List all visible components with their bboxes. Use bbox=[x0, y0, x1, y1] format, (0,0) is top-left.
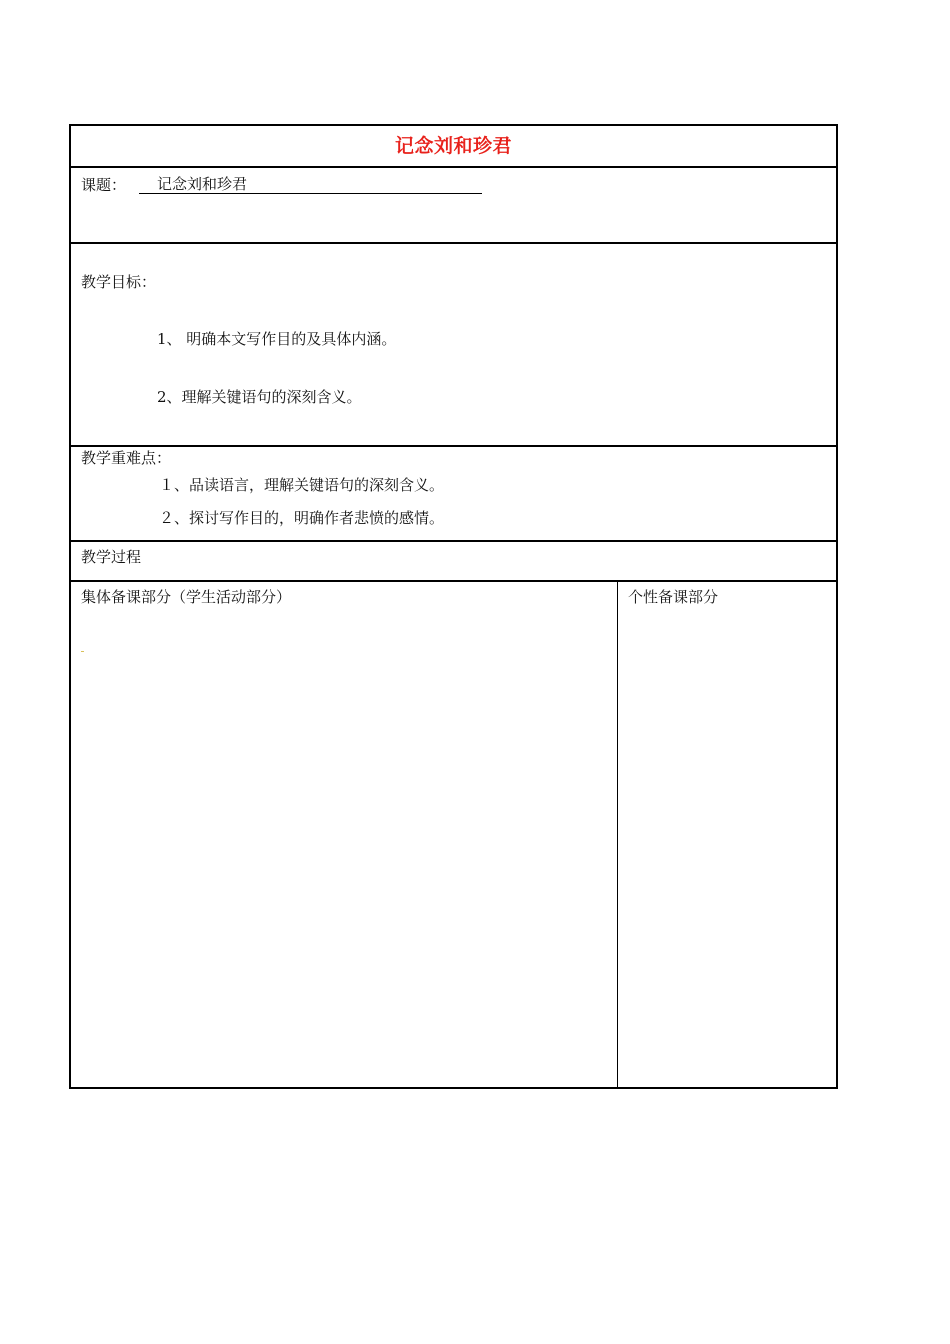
collective-planning-label: 集体备课部分（学生活动部分） bbox=[81, 588, 292, 606]
topic-row bbox=[71, 168, 836, 244]
lesson-planning-columns bbox=[71, 582, 836, 1087]
individual-planning-label: 个性备课部分 bbox=[628, 588, 719, 606]
teaching-goals-row bbox=[71, 244, 836, 447]
collective-planning-column bbox=[71, 582, 618, 1087]
teaching-goals-label: 教学目标： bbox=[81, 273, 157, 291]
key-point-item: １、品读语言，理解关键语句的深刻含义。 bbox=[159, 476, 445, 494]
small-yellow-mark bbox=[81, 651, 84, 652]
teaching-process-row bbox=[71, 542, 836, 582]
individual-planning-column bbox=[618, 582, 836, 1087]
teaching-goal-item: 2、理解关键语句的深刻含义。 bbox=[157, 388, 362, 406]
teaching-goal-item: 1、 明确本文写作目的及具体内涵。 bbox=[157, 330, 397, 348]
key-points-row bbox=[71, 447, 836, 542]
topic-value: 记念刘和珍君 bbox=[139, 175, 482, 194]
key-points-label: 教学重难点： bbox=[81, 449, 172, 467]
document-title: 记念刘和珍君 bbox=[394, 135, 512, 157]
topic-label: 课题： bbox=[81, 176, 127, 194]
title-row bbox=[71, 126, 836, 168]
key-point-item: ２、探讨写作目的，明确作者悲愤的感情。 bbox=[159, 509, 445, 527]
teaching-process-label: 教学过程 bbox=[81, 548, 142, 566]
lesson-plan-table bbox=[69, 124, 838, 1089]
